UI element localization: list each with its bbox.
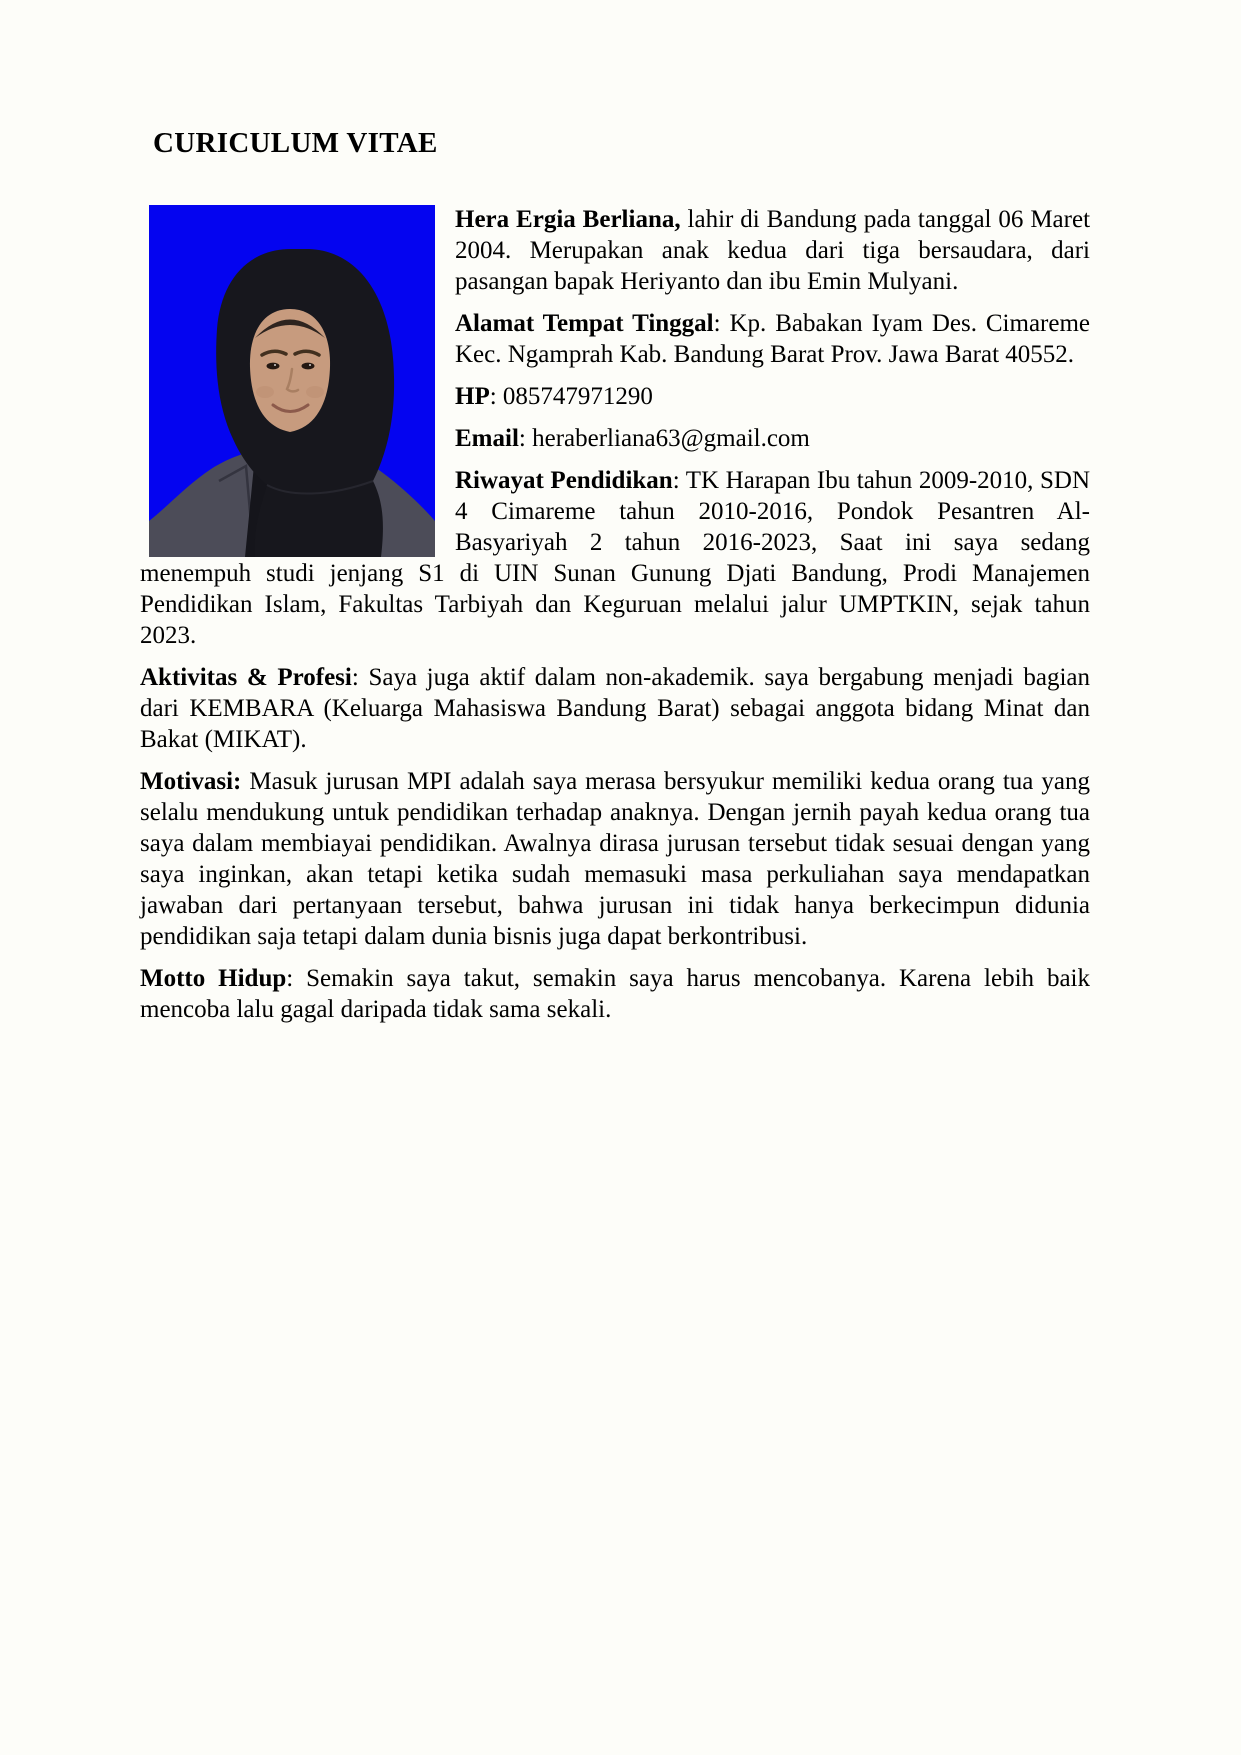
field-label: Email [455,425,519,452]
field-sep: : [351,664,369,691]
cv-body [140,204,1090,1025]
field-label: HP [455,383,490,410]
field-sep: : [672,467,686,494]
portrait-illustration [149,205,435,557]
field-sep [681,206,688,233]
field-value: Saya juga aktif dalam non-akademik. saya bergabung menjadi bagian dari KEMBARA (Keluarga Mahasiswa Bandung Barat) sebagai anggota bidang Minat dan Bakat (MIKAT). [140,664,1090,753]
field-value: TK Harapan Ibu tahun 2009-2010, SDN 4 Cimareme tahun 2010-2016, Pondok Pesantren Al-Basyariyah 2 tahun 2016-2023, Saat ini saya sedang menempuh studi jenjang S1 di UIN Sunan Gunung Djati Bandung, Prodi Manajemen Pendidikan Islam, Fakultas Tarbiyah dan Keguruan melalui jalur UMPTKIN, sejak tahun 2023. [140,467,1090,649]
eye-left [267,363,280,370]
field-value: lahir di Bandung pada tanggal 06 Maret 2004. Merupakan anak kedua dari tiga bersaudara, dari pasangan bapak Heriyanto dan ibu Emin Mulyani. [455,206,1091,295]
field-label: Motto Hidup [140,965,287,992]
field-label: Riwayat Pendidikan [455,467,673,494]
field-value: 085747971290 [502,383,653,410]
paragraph-motto [140,963,1090,1025]
field-sep: : [286,965,307,992]
field-value: Masuk jurusan MPI adalah saya merasa bersyukur memiliki kedua orang tua yang selalu mendukung untuk pendidikan terhadap anaknya. Dengan jernih payah kedua orang tua saya dalam membiayai pendidikan. Awalnya dirasa jurusan tersebut tidak sesuai dengan yang saya inginkan, akan tetapi ketika sudah memasuki masa perkuliahan saya mendapatkan jawaban dari pertanyaan tersebut, bahwa jurusan ini tidak hanya berkecimpun didunia pendidikan saja tetapi dalam dunia bisnis juga dapat berkontribusi. [140,768,1090,950]
profile-photo [149,205,435,557]
paragraph-activities [140,662,1090,755]
field-label: Aktivitas & Profesi [140,664,352,691]
field-value: Kp. Babakan Iyam Des. Cimareme Kec. Ngamprah Kab. Bandung Barat Prov. Jawa Barat 40552. [455,310,1091,368]
page-title: CURICULUM VITAE [153,127,438,159]
field-sep: : [489,383,503,410]
field-label: Hera Ergia Berliana, [455,206,681,233]
field-label: Alamat Tempat Tinggal [455,310,714,337]
field-sep: : [713,310,730,337]
eye-right [302,363,315,370]
field-value: Semakin saya takut, semakin saya harus mencobanya. Karena lebih baik mencoba lalu gagal daripada tidak sama sekali. [140,965,1090,1023]
field-sep: : [518,425,533,452]
field-value: heraberliana63@gmail.com [532,425,810,452]
paragraph-motivation [140,766,1090,952]
field-label: Motivasi: [140,768,242,795]
